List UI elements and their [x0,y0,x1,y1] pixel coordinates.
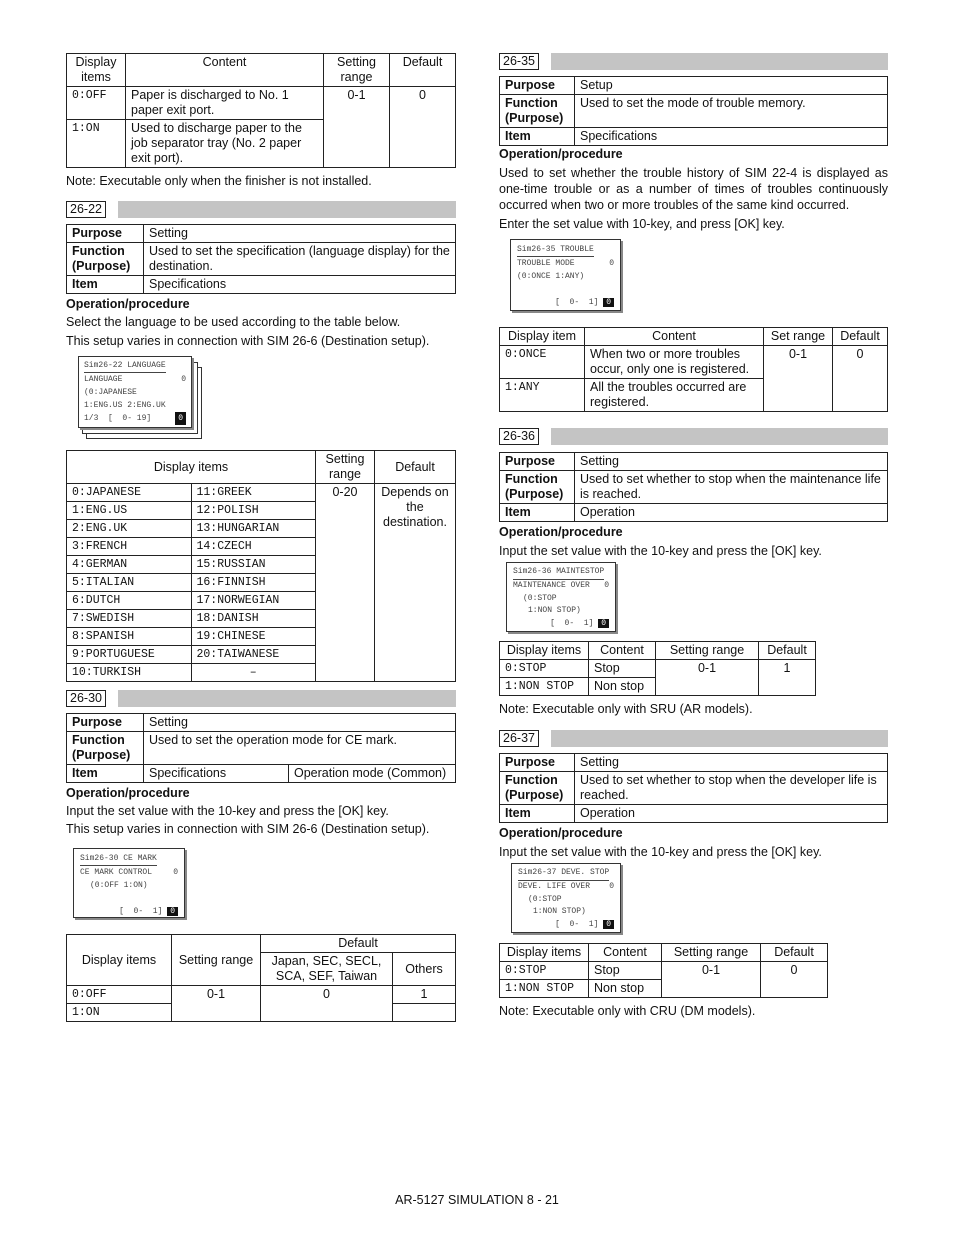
lcd-screen-26-30 [73,848,185,918]
section-header [499,730,888,747]
item-label: Item [67,765,144,783]
page-footer: AR-5127 SIMULATION 8 - 21 [395,1193,559,1207]
th-setting-range: Setting range [324,54,390,87]
cell-item: 0:OFF [67,87,126,120]
cell-content: All the troubles occurred are registered. [585,379,764,412]
cell-item: 1:ON [67,1004,172,1022]
purpose-label: Purpose [500,77,575,95]
lcd-screen-26-22 [78,356,192,428]
lcd-line: 1:ENG.US 2:ENG.UK [84,401,166,410]
op-text: Input the set value with the 10-key and press the [OK] key. [499,544,822,558]
language-option: 13:HUNGARIAN [191,520,316,538]
op-heading: Operation/procedure [499,525,623,539]
th-display-items: Display items [500,642,589,660]
section-header [499,428,888,445]
lcd-screen-26-36 [506,562,616,632]
lcd-line: Sim26-37 DEVE. STOP [518,867,609,881]
lcd-value: 0 [173,868,178,877]
th-content: Content [126,54,324,87]
finisher-table [66,53,456,168]
th-default: Default [759,642,816,660]
cell-item: 0:STOP [500,660,589,678]
op-text: Input the set value with the 10-key and press the [OK] key. [499,845,822,859]
section-number: 26-35 [499,53,539,70]
lcd-line: Sim26-35 TROUBLE [517,243,594,257]
purpose-label: Purpose [67,225,144,243]
language-option: 5:ITALIAN [67,574,192,592]
language-option: 2:ENG.UK [67,520,192,538]
lcd-screen-26-37 [511,863,621,933]
th-default: Default [375,451,456,484]
th-others: Others [393,953,456,986]
section-header [499,53,888,70]
language-option: 1:ENG.US [67,502,192,520]
cell-item: 1:NON STOP [500,980,589,998]
lcd-line: CE MARK CONTROL [80,868,153,877]
cell-range: 0-1 [172,986,261,1022]
th-default: Default [761,944,828,962]
language-table [66,450,456,682]
language-row [67,484,456,502]
item-label: Item [500,128,575,146]
op-text: This setup varies in connection with SIM 26-6 (Destination setup). [66,822,430,836]
cell-item: 1:NON STOP [500,678,589,696]
th-content: Content [589,642,656,660]
function-value: Used to set whether to stop when the developer life is reached. [575,772,888,805]
purpose-value: Setting [575,453,888,471]
language-option: 0:JAPANESE [67,484,192,502]
lcd-line: Sim26-36 MAINTESTOP [513,566,604,580]
cell-range: 0-1 [324,87,390,168]
cell-item: 0:OFF [67,986,172,1004]
lcd-line: (0:OFF 1:ON) [90,881,148,890]
cell-item: 1:ON [67,120,126,168]
maint-note: Note: Executable only with SRU (AR models). [499,702,753,716]
lcd-line: 1:NON STOP) [528,606,581,616]
lcd-line: Sim26-22 LANGUAGE [84,359,166,373]
th-display-items: Display items [67,54,126,87]
language-option: 8:SPANISH [67,628,192,646]
ce-mark-table [66,934,456,1022]
lcd-line: [ 0- 1] [550,619,594,629]
op-heading: Operation/procedure [499,826,623,840]
lcd-line: [ 0- 1] [555,298,599,307]
language-option: 16:FINNISH [191,574,316,592]
cell-item: 1:ANY [500,379,585,412]
purpose-value: Setting [144,714,456,732]
th-japan: Japan, SEC, SECL, SCA, SEF, Taiwan [261,953,393,986]
function-label: Function (Purpose) [67,732,144,765]
item-value-2: Operation mode (Common) [289,765,456,783]
lcd-line: (0:JAPANESE [84,388,137,397]
language-option: 10:TURKISH [67,664,192,682]
th-default: Default [261,935,456,953]
section-number: 26-22 [66,201,106,218]
function-value: Used to set the mode of trouble memory. [575,95,888,128]
th-setting-range: Setting range [662,944,761,962]
maint-table [499,641,816,696]
section-header [66,690,456,707]
section-header [66,201,456,218]
op-heading: Operation/procedure [499,147,623,161]
lcd-value: 0 [609,259,614,268]
item-value: Specifications [144,765,289,783]
lcd-line: [ 0- 1] [555,920,599,930]
lcd-line: TROUBLE MODE [517,259,575,268]
lcd-line: DEVE. LIFE OVER [518,881,591,891]
language-option: 15:RUSSIAN [191,556,316,574]
function-label: Function (Purpose) [67,243,144,276]
cell-default: 0 [390,87,456,168]
lcd-line: (0:ONCE 1:ANY) [517,272,585,281]
item-value: Specifications [575,128,888,146]
deve-table [499,943,828,998]
deve-note: Note: Executable only with CRU (DM models). [499,1004,756,1018]
item-label: Item [500,805,575,823]
cell-others-empty [393,1004,456,1022]
deve-table-block [499,943,828,1019]
th-set-range: Set range [764,328,833,346]
lcd-line: MAINTENANCE OVER [513,580,590,590]
language-option: – [191,664,316,682]
ce-mark-table-block [66,934,456,1022]
finisher-note: Note: Executable only when the finisher is not installed. [66,174,372,188]
section-bar [551,730,888,747]
section-26-35 [499,53,888,232]
lcd-value: 0 [609,881,614,891]
lcd-line: (0:STOP [528,894,562,904]
language-option: 6:DUTCH [67,592,192,610]
cell-content: Non stop [589,980,662,998]
cell-range: 0-1 [662,962,761,998]
purpose-label: Purpose [500,453,575,471]
function-value: Used to set whether to stop when the maintenance life is reached. [575,471,888,504]
purpose-value: Setting [575,754,888,772]
lcd-cursor: 0 [598,619,609,628]
op-text: Input the set value with the 10-key and press the [OK] key. [66,804,389,818]
cell-japan: 0 [261,986,393,1022]
item-label: Item [67,276,144,294]
section-number: 26-37 [499,730,539,747]
lcd-line: [ 0- 1] [119,907,163,916]
th-display-items: Display items [67,935,172,986]
purpose-table [499,753,888,823]
cell-content: Non stop [589,678,656,696]
trouble-table [499,327,888,412]
language-option: 19:CHINESE [191,628,316,646]
cell-content: Paper is discharged to No. 1 paper exit port. [126,87,324,120]
lcd-cursor: 0 [603,298,614,307]
th-display-item: Display item [500,328,585,346]
section-bar [118,690,456,707]
function-label: Function (Purpose) [500,772,575,805]
op-heading: Operation/procedure [66,786,190,800]
cell-range: 0-1 [656,660,759,696]
cell-content: Stop [589,660,656,678]
lcd-value: 0 [181,375,186,384]
purpose-table [66,224,456,294]
cell-range: 0-1 [764,346,833,412]
lcd-screen-26-35 [510,239,621,311]
cell-default: Depends on the destination. [375,484,456,682]
section-26-22 [66,201,456,349]
function-label: Function (Purpose) [500,471,575,504]
purpose-label: Purpose [67,714,144,732]
purpose-label: Purpose [500,754,575,772]
th-display-items: Display items [500,944,589,962]
op-text: Select the language to be used according to the table below. [66,315,401,329]
th-setting-range: Setting range [172,935,261,986]
th-content: Content [585,328,764,346]
language-option: 7:SWEDISH [67,610,192,628]
section-bar [551,428,888,445]
op-text: Used to set whether the trouble history of SIM 22-4 is displayed as one-time trouble or as a number of times of troubles continuously occurred when two or more troubles of the same kind occurred. [499,166,888,212]
language-table-block [66,450,456,682]
language-option: 3:FRENCH [67,538,192,556]
item-value: Operation [575,805,888,823]
finisher-table-block [66,53,456,189]
op-text: This setup varies in connection with SIM 26-6 (Destination setup). [66,334,430,348]
language-option: 12:POLISH [191,502,316,520]
lcd-cursor: 0 [603,920,614,929]
purpose-table [66,713,456,783]
purpose-value: Setting [144,225,456,243]
cell-item: 0:ONCE [500,346,585,379]
language-option: 9:PORTUGUESE [67,646,192,664]
cell-range: 0-20 [316,484,375,682]
op-text: Enter the set value with 10-key, and press [OK] key. [499,217,785,231]
language-option: 4:GERMAN [67,556,192,574]
th-setting-range: Setting range [656,642,759,660]
th-content: Content [589,944,662,962]
item-label: Item [500,504,575,522]
th-default: Default [390,54,456,87]
cell-content: Used to discharge paper to the job separator tray (No. 2 paper exit port). [126,120,324,168]
cell-item: 0:STOP [500,962,589,980]
section-bar [118,201,456,218]
cell-others: 1 [393,986,456,1004]
lcd-line: (0:STOP [523,593,557,603]
section-number: 26-30 [66,690,106,707]
lcd-line: 1:NON STOP) [533,907,586,917]
lcd-line: Sim26-30 CE MARK [80,852,157,866]
language-option: 20:TAIWANESE [191,646,316,664]
section-number: 26-36 [499,428,539,445]
section-26-37 [499,730,888,860]
purpose-value: Setup [575,77,888,95]
th-default: Default [833,328,888,346]
purpose-table [499,452,888,522]
th-setting-range: Setting range [316,451,375,484]
section-26-30 [66,690,456,837]
purpose-table [499,76,888,146]
lcd-cursor: 0 [167,907,178,916]
op-heading: Operation/procedure [66,297,190,311]
maint-table-block [499,641,816,717]
language-option: 17:NORWEGIAN [191,592,316,610]
function-label: Function (Purpose) [500,95,575,128]
cell-content: When two or more troubles occur, only one is registered. [585,346,764,379]
function-value: Used to set the operation mode for CE mark. [144,732,456,765]
language-option: 11:GREEK [191,484,316,502]
lcd-line: 1/3 [ 0- 19] [84,414,152,423]
language-option: 14:CZECH [191,538,316,556]
cell-default: 0 [761,962,828,998]
section-26-36 [499,428,888,559]
lcd-value: 0 [604,580,609,590]
lcd-line: LANGUAGE [84,375,123,384]
item-value: Specifications [144,276,456,294]
cell-content: Stop [589,962,662,980]
item-value: Operation [575,504,888,522]
language-option: 18:DANISH [191,610,316,628]
trouble-table-block [499,327,888,412]
lcd-cursor: 0 [175,412,186,425]
th-display-items: Display items [67,451,316,484]
function-value: Used to set the specification (language display) for the destination. [144,243,456,276]
cell-default: 1 [759,660,816,696]
section-bar [551,53,888,70]
cell-default: 0 [833,346,888,412]
